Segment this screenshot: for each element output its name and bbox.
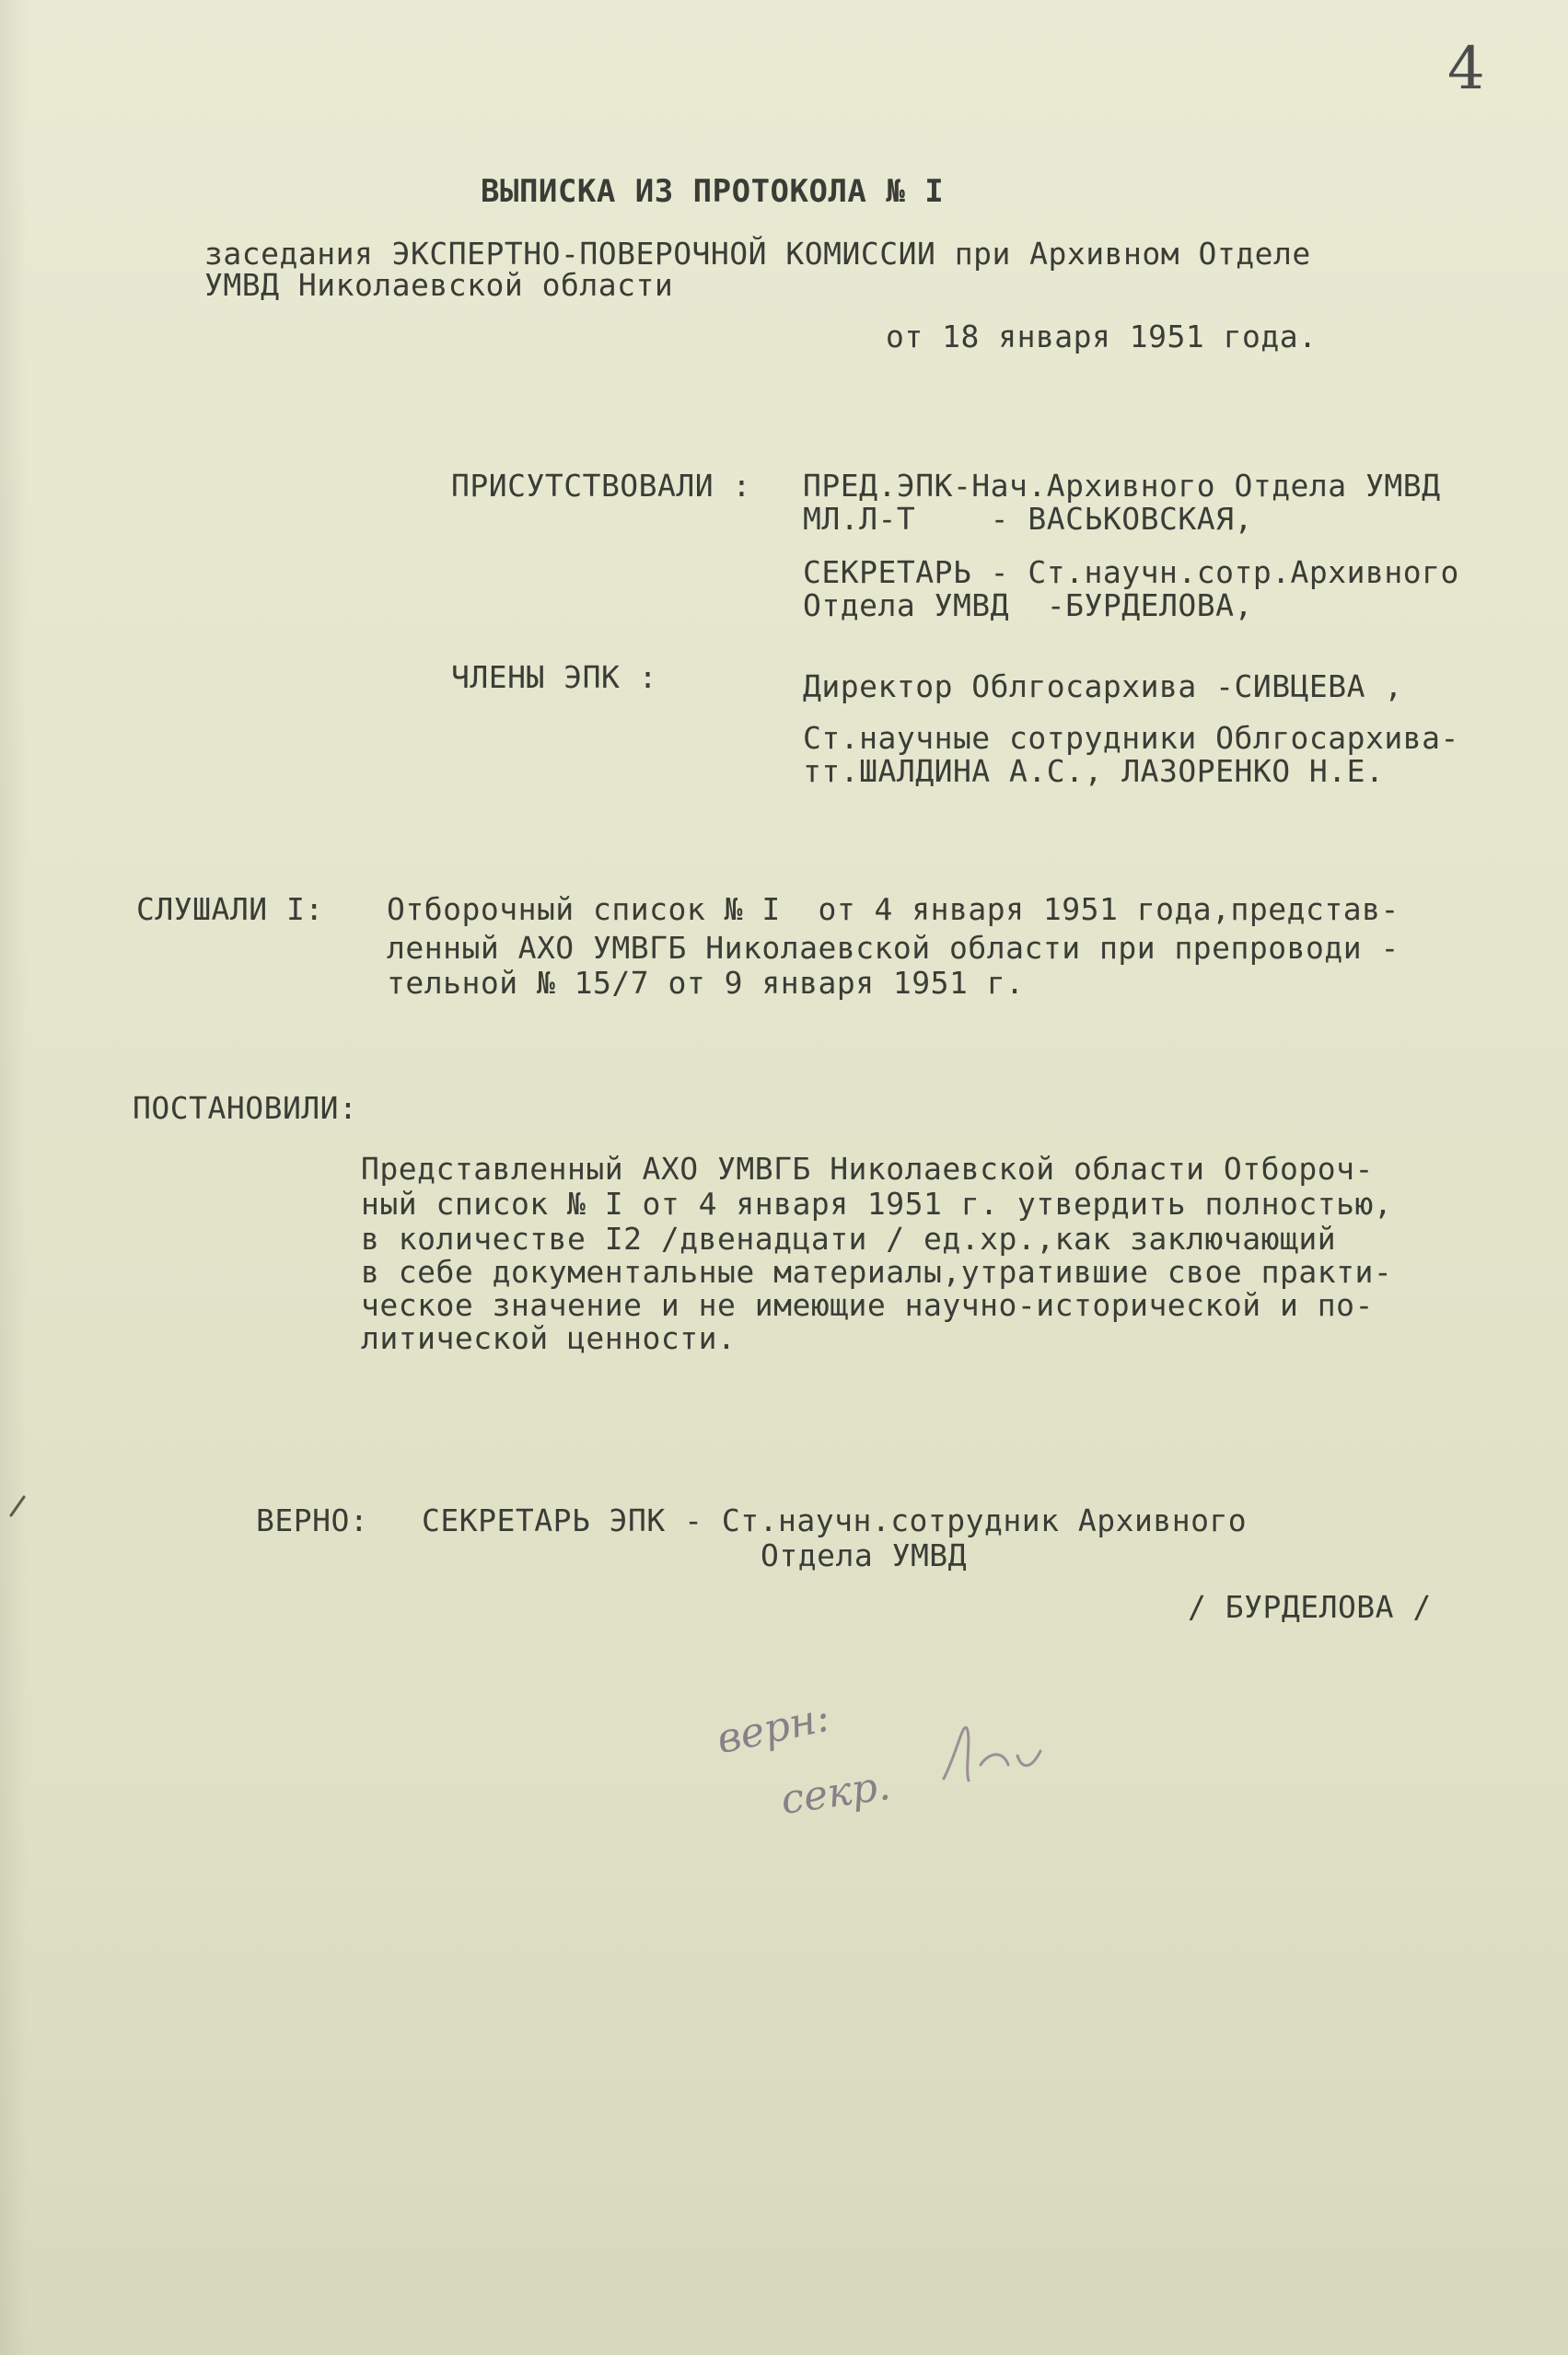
resolved-line: ный список № I от 4 января 1951 г. утвердить полностью,: [361, 1186, 1393, 1222]
members-line: Директор Облгосархива -СИВЦЕВА ,: [803, 668, 1403, 704]
handwritten-note-line-2: секр.: [778, 1761, 894, 1825]
document-date: от 18 января 1951 года.: [886, 319, 1318, 354]
pencil-scribble-icon: [939, 1714, 1059, 1788]
resolved-line: ческое значение и не имеющие научно-исторической и по-: [361, 1287, 1374, 1323]
present-line: ПРЕД.ЭПК-Нач.Архивного Отдела УМВД: [803, 468, 1441, 504]
page-number: 4: [1447, 35, 1485, 103]
members-line: тт.ШАЛДИНА А.С., ЛАЗОРЕНКО Н.Е.: [803, 753, 1385, 789]
present-label: ПРИСУТСТВОВАЛИ :: [451, 468, 751, 504]
handwritten-note-line-1: верн:: [713, 1693, 834, 1764]
present-line: МЛ.Л-Т - ВАСЬКОВСКАЯ,: [803, 501, 1253, 537]
margin-mark-icon: [7, 1491, 29, 1519]
resolved-line: в себе документальные материалы,утратившие свое практи-: [361, 1254, 1393, 1290]
certification-line-1: СЕКРЕТАРЬ ЭПК - Ст.научн.сотрудник Архивного: [422, 1502, 1248, 1538]
document-title: ВЫПИСКА ИЗ ПРОТОКОЛА № I: [481, 173, 945, 210]
resolved-line: Представленный АХО УМВГБ Николаевской области Отбороч-: [361, 1151, 1374, 1187]
heard-label: СЛУШАЛИ I:: [136, 891, 324, 927]
subtitle-line-2: УМВД Николаевской области: [204, 267, 674, 303]
members-label: ЧЛЕНЫ ЭПК :: [451, 659, 658, 695]
heard-line: тельной № 15/7 от 9 января 1951 г.: [387, 965, 1025, 1001]
resolved-line: в количестве I2 /двенадцати / ед.хр.,как заключающий: [361, 1221, 1337, 1257]
certification-label: ВЕРНО:: [256, 1502, 369, 1538]
subtitle-line-1: заседания ЭКСПЕРТНО-ПОВЕРОЧНОЙ КОМИССИИ при Архивном Отделе: [204, 236, 1311, 272]
present-line: СЕКРЕТАРЬ - Ст.научн.сотр.Архивного: [803, 554, 1459, 590]
certification-line-2: Отдела УМВД: [761, 1537, 968, 1573]
present-line: Отдела УМВД -БУРДЕЛОВА,: [803, 587, 1253, 623]
members-line: Ст.научные сотрудники Облгосархива-: [803, 720, 1459, 756]
certification-signature: / БУРДЕЛОВА /: [1188, 1589, 1432, 1625]
resolved-label: ПОСТАНОВИЛИ:: [133, 1090, 358, 1126]
heard-line: ленный АХО УМВГБ Николаевской области при препроводи -: [387, 930, 1400, 966]
heard-line: Отборочный список № I от 4 января 1951 года,представ-: [387, 891, 1400, 927]
resolved-line: литической ценности.: [361, 1320, 737, 1356]
